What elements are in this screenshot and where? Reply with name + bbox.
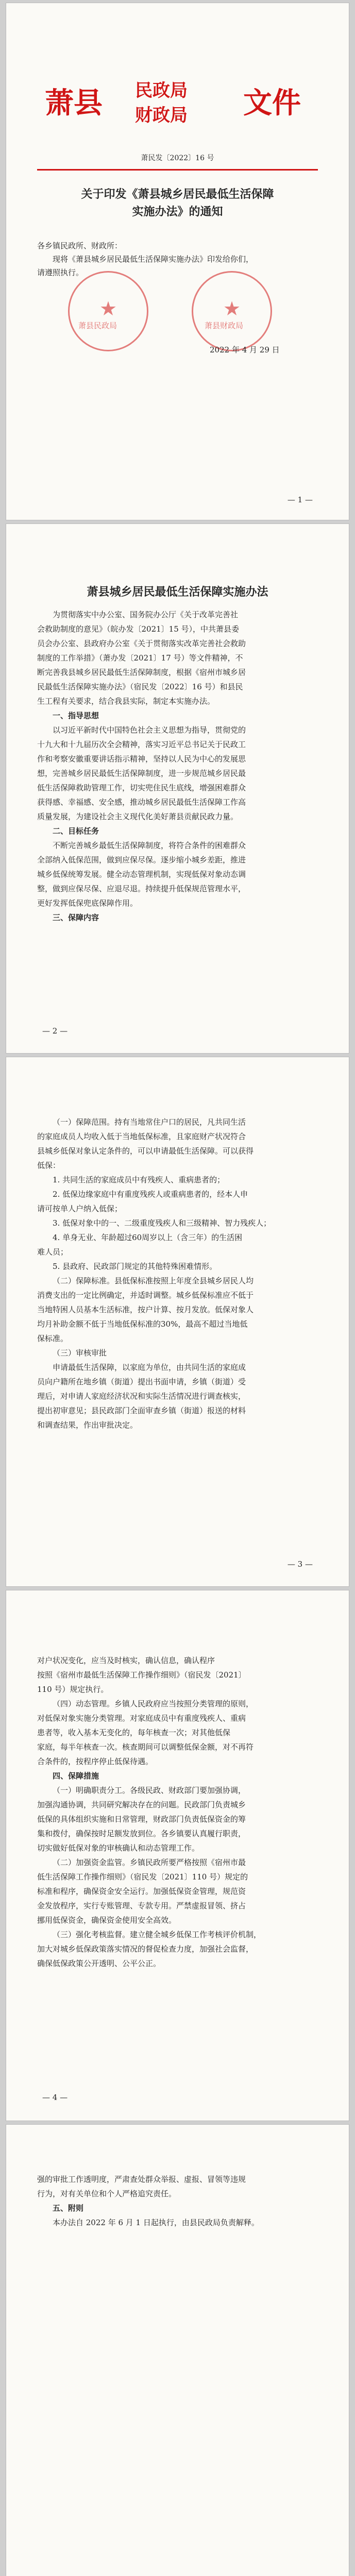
page-number: — 3 — (287, 1560, 313, 1569)
body-line: 对户状况变化，应当及时核实，确认信息，确认程序 (37, 1656, 215, 1665)
body-line: 制度的工作举措》（萧办发〔2021〕17 号）等文件精神，不 (37, 653, 243, 663)
body-line: 想，完善城乡居民最低生活保障制度，进一步规范城乡居民最 (37, 769, 246, 778)
body-line: （二）保障标准。县低保标准按照上年度全县城乡居民人均 (53, 1276, 254, 1285)
page-number: — 4 — (42, 2093, 68, 2102)
page-1 (6, 3, 349, 520)
section-heading: 二、目标任务 (53, 826, 99, 836)
body-line: 金发放程序，实行专账管理、专款专用。严禁虚报冒领、挤占 (37, 1901, 246, 1910)
body-line: 的家庭成员人均收入低于当地低保标准，且家庭财产状况符合 (37, 1132, 246, 1141)
body-line: 为贯彻落实中办公室、国务院办公厅《关于改革完善社 (53, 610, 239, 619)
body-line: 110 号）规定执行。 (37, 1685, 109, 1694)
body-line: 3. 低保对象中的一、二级重度残疾人和三级精神、智力残疾人； (53, 1218, 272, 1228)
body-line: 会救助制度的意见》（皖办发〔2021〕15 号），中共萧县委 (37, 624, 240, 634)
notice-title-line1: 关于印发《萧县城乡居民最低生活保障 (81, 188, 274, 201)
body-line: 员向户籍所在地乡镇（街道）提出书面申请，乡镇（街道）受 (37, 1377, 246, 1386)
body-line: 1. 共同生活的家庭成员中有残疾人、重病患者的； (53, 1175, 225, 1184)
page-3 (6, 1057, 349, 1586)
body-line: 集和拨付，确保按时足额发放到位。各乡镇要认真履行职责， (37, 1829, 246, 1838)
body-line: 2. 低保边缘家庭中有重度残疾人或重病患者的，经本人申 (53, 1190, 248, 1199)
body-line: （一）保障范围。持有当地常住户口的居民，凡共同生活 (53, 1117, 246, 1127)
body-line: 患者等，收入基本无变化的，每年核查一次；对其他低保 (37, 1728, 231, 1737)
page-4 (6, 1590, 349, 2121)
body-line: 申请最低生活保障，以家庭为单位，由共同生活的家庭成 (53, 1363, 246, 1372)
official-seal-finance: ★ (192, 271, 272, 351)
body-line: 生工程有关要求，结合我县实际，制定本实施办法。 (37, 697, 215, 706)
notice-title-line2: 实施办法》的通知 (132, 206, 223, 218)
body-line: 标准和程序，确保资金安全运行。加强低保资金管理，规范资 (37, 1887, 246, 1896)
body-line: 4. 单身无业、年龄超过60周岁以上（含三年）的生活困 (53, 1233, 243, 1242)
official-seal-civil-affairs: ★ (68, 271, 148, 351)
body-line: 县城乡低保对象认定条件的，可以申请最低生活保障。可以获得 (37, 1146, 254, 1156)
body-line: 现将《萧县城乡居民最低生活保障实施办法》印发给你们， (53, 255, 254, 264)
body-line: 加大对城乡低保政策落实情况的督促检查力度，加强社会监督， (37, 1944, 254, 1954)
section-heading: 三、保障内容 (53, 913, 99, 922)
body-line: 民最低生活保障实施办法》（宿民发〔2022〕16 号）和县民 (37, 682, 243, 691)
seal-text: 萧县民政局 (78, 321, 117, 330)
body-line: 全部纳入低保范围，做到应保尽保。逐步缩小城乡差距，推进 (37, 855, 246, 865)
body-line: （三）审核审批 (53, 1348, 107, 1358)
issue-date: 2022 年 4 月 29 日 (210, 345, 280, 354)
section-heading: 四、保障措施 (53, 1771, 99, 1781)
salutation: 各乡镇民政所、财政所： (37, 241, 123, 250)
body-line: 低保： (37, 1161, 61, 1170)
body-line: 切实做好低保对象的审核确认和动态管理工作。 (37, 1843, 200, 1853)
body-line: 保标准。 (37, 1334, 69, 1343)
body-line: 对低保对象实施分类管理。对家庭成员中有重度残疾人、重病 (37, 1714, 246, 1723)
body-line: 当地特困人员基本生活标准，按户计算、按月发放。低保对象人 (37, 1305, 254, 1314)
body-line: 获得感、幸福感、安全感，推动城乡居民最低生活保障工作高 (37, 798, 246, 807)
page-number: — 1 — (287, 495, 313, 504)
body-line: 质量发展，为建设社会主义现代化美好萧县贡献民政力量。 (37, 812, 239, 821)
body-line: 加强沟通协调，共同研究解决存在的问题。民政部门负责城乡 (37, 1800, 246, 1809)
body-line: 强的审批工作透明度，严肃查处群众举报、虚报、冒领等违规 (37, 2175, 246, 2184)
seal-text: 萧县财政局 (205, 321, 244, 330)
body-line: 请可按单人户纳入低保； (37, 1204, 123, 1213)
body-line: 断完善我县城乡居民最低生活保障制度，根据《宿州市城乡居 (37, 668, 246, 677)
page-5 (6, 2125, 349, 2576)
body-line: 以习近平新时代中国特色社会主义思想为指导，贯彻党的 (53, 725, 246, 735)
section-heading: 一、指导思想 (53, 711, 99, 720)
document-title: 萧县城乡居民最低生活保障实施办法 (87, 586, 268, 599)
body-line: 家庭，每半年核查一次。核查期间可以调整低保金额，对不再符 (37, 1742, 254, 1752)
body-line: 难人员； (37, 1247, 69, 1257)
body-line: 作和考察安徽重要讲话指示精神，坚持以人民为中心的发展思 (37, 754, 246, 764)
body-line: 整，做到应保尽保、应退尽退。持续提升低保规范管理水平， (37, 884, 246, 893)
red-divider (37, 169, 318, 171)
body-line: 低保的具体组织实施和日常管理，财政部门负责低保资金的筹 (37, 1815, 246, 1824)
body-line: 城乡低保统筹发展。健全动态管理机制，实现低保对象动态调 (37, 870, 246, 879)
body-line: 低生活保障救助管理工作，切实兜住民生底线，增强困难群众 (37, 783, 246, 792)
body-line: 和调查结果，作出审批决定。 (37, 1420, 138, 1430)
body-line: 5. 县政府、民政部门规定的其他特殊困难情形。 (53, 1262, 217, 1271)
body-line: 本办法自 2022 年 6 月 1 日起执行，由县民政局负责解释。 (53, 2218, 259, 2227)
body-line: 合条件的，按程序停止低保待遇。 (37, 1757, 154, 1766)
org-name-finance: 财政局 (135, 105, 188, 126)
body-line: 十九大和十九届历次全会精神，落实习近平总书记关于民政工 (37, 740, 246, 749)
body-line: 员会办公室、县政府办公室《关于贯彻落实改革完善社会救助 (37, 639, 246, 648)
body-line: 不断完善城乡最低生活保障制度，将符合条件的困难群众 (53, 841, 246, 850)
doc-number: 萧民发〔2022〕16 号 (141, 154, 214, 162)
body-line: 理后，对申请人家庭经济状况和实际生活情况进行调查核实， (37, 1392, 246, 1401)
body-line: 行为，对有关单位和个人严格追究责任。 (37, 2189, 177, 2198)
body-line: （一）明确职责分工。各级民政、财政部门要加强协调， (53, 1786, 246, 1795)
body-line: 确保低保政策公开透明、公平公正。 (37, 1959, 161, 1968)
body-line: 消费支出的一定比例确定，并适时调整。城乡低保标准应不低于 (37, 1291, 254, 1300)
body-line: 请遵照执行。 (37, 268, 84, 277)
section-heading: 五、附则 (53, 2204, 84, 2213)
body-line: 挪用低保资金，确保资金使用安全高效。 (37, 1916, 177, 1925)
doc-type-label: 文件 (243, 86, 301, 120)
body-line: 更好发挥低保兜底保障作用。 (37, 899, 138, 908)
body-line: 均月补助金额不低于当地低保标准的30%，最高不超过当地低 (37, 1319, 248, 1329)
body-line: 按照《宿州市最低生活保障工作操作细则》（宿民发〔2021〕 (37, 1670, 246, 1680)
body-line: 提出初审意见；县民政部门全面审查乡镇（街道）报送的材料 (37, 1406, 246, 1415)
body-line: （三）强化考核监督。建立健全城乡低保工作考核评价机制， (53, 1930, 262, 1939)
page-2 (6, 524, 349, 1053)
org-name-xiao: 萧县 (45, 86, 103, 120)
org-name-civil-affairs: 民政局 (135, 80, 188, 101)
page-number: — 2 — (42, 1026, 68, 1036)
body-line: （二）加强资金监管。乡镇民政所要严格按照《宿州市最 (53, 1858, 246, 1867)
body-line: （四）动态管理。乡镇人民政府应当按照分类管理的原则， (53, 1699, 254, 1708)
body-line: 低生活保障工作操作细则》（宿民发〔2021〕110 号）规定的 (37, 1872, 248, 1882)
